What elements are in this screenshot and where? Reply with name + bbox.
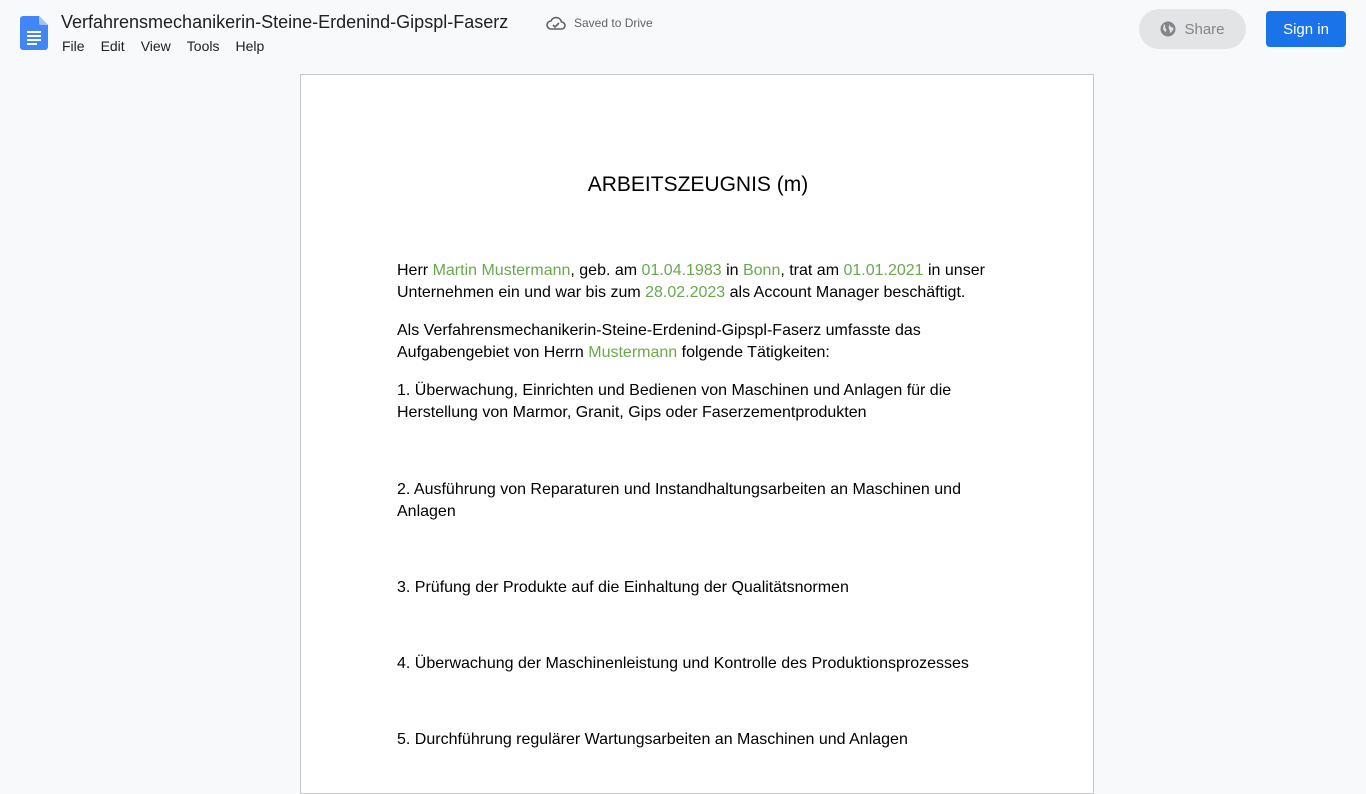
menu-bar	[54, 36, 272, 56]
birthdate: 01.04.1983	[641, 262, 722, 279]
google-docs-icon[interactable]	[20, 16, 48, 50]
birth-city: Bonn	[742, 262, 781, 279]
saved-status-label: Saved to Drive	[574, 16, 653, 30]
top-bar	[0, 0, 1366, 64]
tasks-intro-paragraph	[397, 320, 997, 364]
document-title[interactable]: Verfahrensmechanikerin-Steine-Erdenind-Gipspl-Faserz	[61, 12, 509, 32]
intro-text: in unser Unternehmen ein und war bis zum	[397, 262, 985, 301]
start-date: 01.01.2021	[843, 262, 924, 279]
employee-surname: Mustermann	[588, 344, 678, 361]
menu-help[interactable]: Help	[235, 38, 265, 54]
menu-view[interactable]: View	[140, 38, 171, 54]
employee-name: Martin Mustermann	[432, 262, 571, 279]
sign-in-button[interactable]: Sign in	[1266, 11, 1346, 47]
task-item-5: 5. Durchführung regulärer Wartungsarbeiten an Maschinen und Anlagen	[397, 731, 908, 748]
task-item-4: 4. Überwachung der Maschinenleistung und Kontrolle des Produktionsprozesses	[397, 655, 969, 672]
intro-text: , trat am	[780, 262, 844, 279]
intro-text: Herr	[397, 262, 433, 279]
task-item-3: 3. Prüfung der Produkte auf die Einhaltung der Qualitätsnormen	[397, 579, 849, 596]
end-date: 28.02.2023	[645, 284, 726, 301]
globe-icon	[1160, 21, 1176, 37]
document-page[interactable]	[300, 74, 1094, 794]
menu-edit[interactable]: Edit	[100, 38, 125, 54]
menu-tools[interactable]: Tools	[186, 38, 220, 54]
share-label: Share	[1184, 20, 1225, 38]
tasks-intro-text: Als Verfahrensmechanikerin-Steine-Erdenind-Gipspl-Faserz umfasste das Aufgabengebiet von Herrn	[397, 322, 921, 361]
intro-text: als Account Manager beschäftigt.	[725, 284, 966, 301]
tasks-intro-text: folgende Tätigkeiten:	[677, 344, 830, 361]
task-item-2: 2. Ausführung von Reparaturen und Instandhaltungsarbeiten an Maschinen und Anlagen	[397, 481, 961, 520]
intro-paragraph	[397, 260, 997, 304]
task-item-1: 1. Überwachung, Einrichten und Bedienen von Maschinen und Anlagen für die Herstellung von Marmor, Granit, Gips oder Faserzementprodukten	[397, 382, 952, 421]
share-button[interactable]	[1139, 9, 1246, 49]
intro-text: , geb. am	[570, 262, 642, 279]
cloud-done-icon	[546, 15, 566, 31]
document-heading: ARBEITSZEUGNIS (m)	[587, 173, 809, 196]
saved-status[interactable]	[546, 13, 653, 33]
menu-file[interactable]: File	[62, 38, 85, 54]
intro-text: in	[721, 262, 743, 279]
